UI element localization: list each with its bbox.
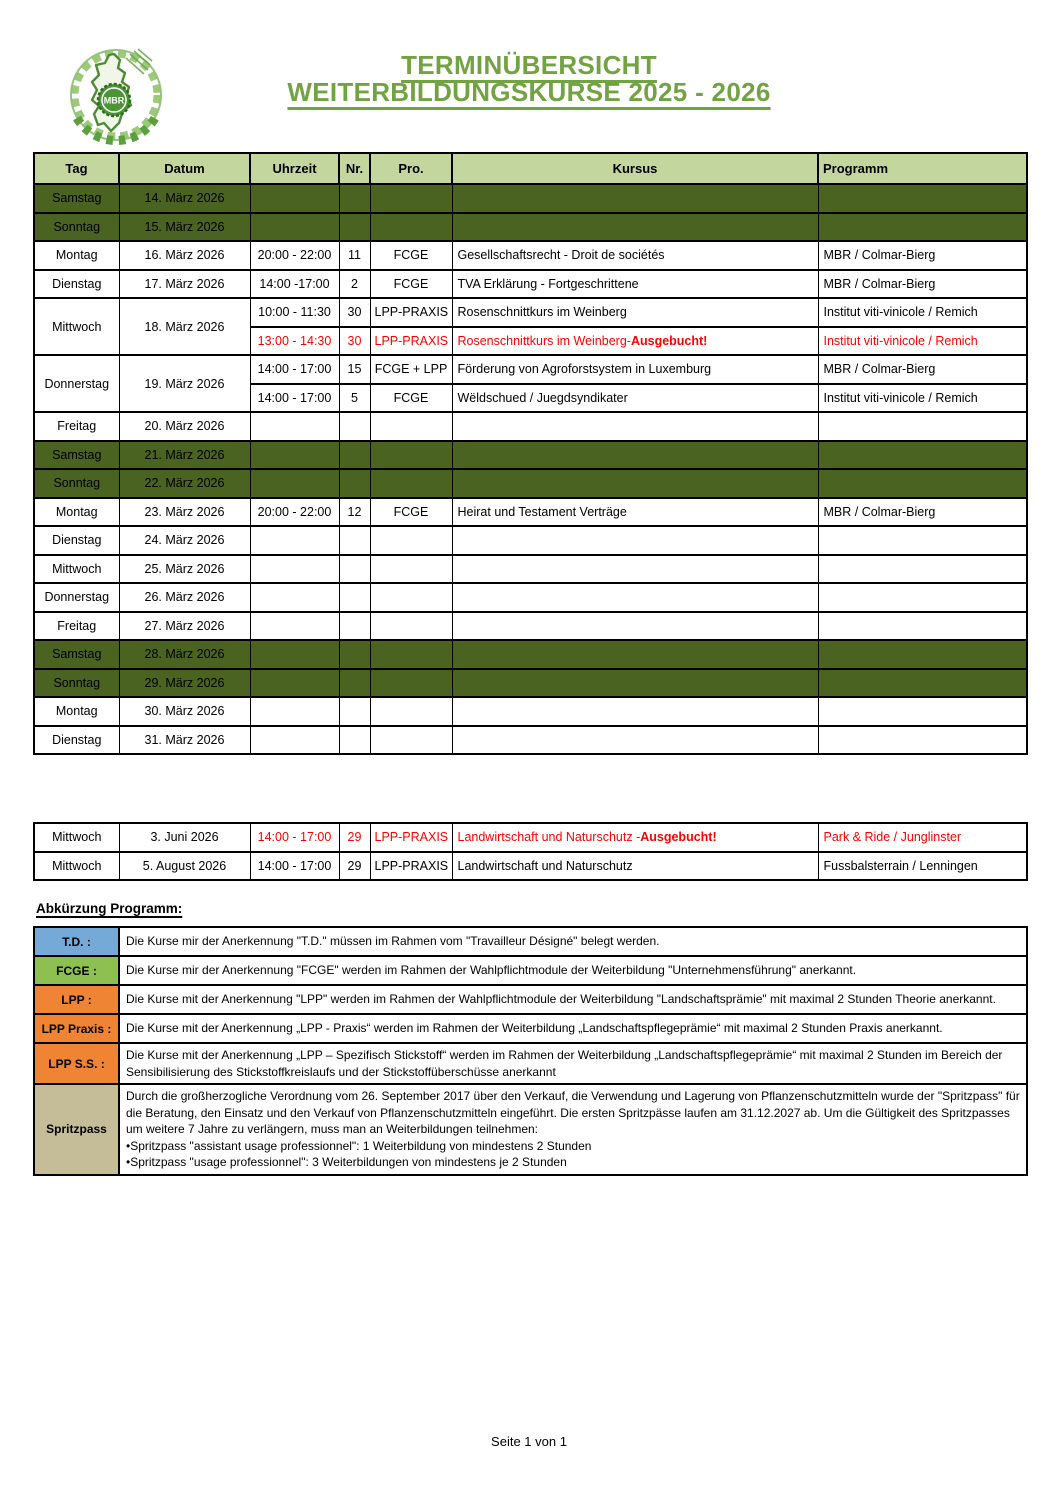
date-cell: 16. März 2026 [119, 241, 250, 270]
legend-label: LPP S.S. : [34, 1043, 119, 1084]
date-cell: 22. März 2026 [119, 469, 250, 498]
legend-description [119, 985, 1027, 1014]
pro-cell: FCGE [370, 498, 452, 527]
day-cell: Sonntag [34, 469, 119, 498]
time-cell: 14:00 -17:00 [250, 270, 339, 299]
pro-cell [370, 726, 452, 755]
time-cell: 20:00 - 22:00 [250, 241, 339, 270]
date-cell: 28. März 2026 [119, 640, 250, 669]
kursus-cell: Förderung von Agroforstsystem in Luxemburg [452, 355, 818, 384]
day-cell: Montag [34, 241, 119, 270]
nr-cell [339, 526, 370, 555]
schedule-header-row [34, 153, 1027, 184]
title-line-2: WEITERBILDUNGSKURSE 2025 - 2026 [287, 77, 771, 107]
programm-cell [818, 526, 1027, 555]
date-cell: 14. März 2026 [119, 184, 250, 213]
schedule-row [34, 241, 1027, 270]
legend-row [34, 1084, 1027, 1175]
legend-description-line: Die Kurse mir der Anerkennung "FCGE" werden im Rahmen der Wahlpflichtmodule der Weiterbildung "Unternehmensführung" anerkannt. [126, 963, 857, 978]
pro-cell [370, 669, 452, 698]
legend-row [34, 956, 1027, 985]
date-cell: 19. März 2026 [119, 355, 250, 412]
programm-cell [818, 184, 1027, 213]
programm-cell [818, 441, 1027, 470]
schedule-row [34, 823, 1027, 852]
kursus-cell: Gesellschaftsrecht - Droit de sociétés [452, 241, 818, 270]
pro-cell [370, 555, 452, 584]
col-header-nr: Nr. [339, 153, 370, 184]
pro-cell [370, 612, 452, 641]
time-cell [250, 612, 339, 641]
date-cell: 21. März 2026 [119, 441, 250, 470]
schedule-row [34, 412, 1027, 441]
day-cell: Donnerstag [34, 355, 119, 412]
nr-cell: 12 [339, 498, 370, 527]
legend-description-line: Die Kurse mit der Anerkennung "LPP" werden im Rahmen der Wahlpflichtmodule der Weiterbildung "Landschaftsprämie" mit maximal 2 Stunden Theorie anerkannt. [126, 992, 996, 1007]
nr-cell [339, 184, 370, 213]
legend-label: LPP Praxis : [34, 1014, 119, 1043]
programm-cell [818, 213, 1027, 242]
legend-description-line: Die Kurse mit der Anerkennung „LPP - Praxis“ werden im Rahmen der Weiterbildung „Landschaftspflegeprämie“ mit maximal 2 Stunden Praxis anerkannt. [126, 1021, 943, 1036]
date-cell: 30. März 2026 [119, 697, 250, 726]
legend-row [34, 1043, 1027, 1084]
pro-cell [370, 469, 452, 498]
programm-cell: Park & Ride / Junglinster [818, 823, 1027, 852]
time-cell [250, 526, 339, 555]
col-header-uhrzeit: Uhrzeit [250, 153, 339, 184]
nr-cell: 29 [339, 823, 370, 852]
day-cell: Dienstag [34, 270, 119, 299]
date-cell: 20. März 2026 [119, 412, 250, 441]
programm-cell: Fussbalsterrain / Lenningen [818, 852, 1027, 881]
programm-cell: Institut viti-vinicole / Remich [818, 384, 1027, 413]
pro-cell [370, 526, 452, 555]
kursus-cell [452, 213, 818, 242]
time-cell: 14:00 - 17:00 [250, 823, 339, 852]
time-cell [250, 669, 339, 698]
nr-cell: 11 [339, 241, 370, 270]
time-cell [250, 640, 339, 669]
day-cell: Sonntag [34, 669, 119, 698]
legend-heading: Abkürzung Programm: [36, 901, 183, 916]
date-cell: 26. März 2026 [119, 583, 250, 612]
legend-description [119, 1084, 1027, 1175]
date-cell: 18. März 2026 [119, 298, 250, 355]
nr-cell [339, 469, 370, 498]
nr-cell: 2 [339, 270, 370, 299]
date-cell: 17. März 2026 [119, 270, 250, 299]
kursus-cell [452, 526, 818, 555]
pro-cell: FCGE + LPP [370, 355, 452, 384]
programm-cell: MBR / Colmar-Bierg [818, 241, 1027, 270]
legend-label: Spritzpass [34, 1084, 119, 1175]
kursus-cell [452, 412, 818, 441]
date-cell: 25. März 2026 [119, 555, 250, 584]
nr-cell [339, 726, 370, 755]
nr-cell [339, 213, 370, 242]
legend-description-line: Die Kurse mir der Anerkennung "T.D." müssen im Rahmen vom "Travailleur Désigné" belegt werden. [126, 934, 660, 949]
legend-description-line: Die Kurse mit der Anerkennung „LPP – Spezifisch Stickstoff“ werden im Rahmen der Weiterbildung „Landschaftspflegeprämie“ mit maximal 2 Stunden im Bereich der Sensibilisierung des Stickstoffkreislaufs und der Stickstoffüberschüsse anerkannt [126, 1048, 1003, 1079]
time-cell: 13:00 - 14:30 [250, 327, 339, 356]
day-cell: Dienstag [34, 726, 119, 755]
pro-cell [370, 640, 452, 669]
day-cell: Mittwoch [34, 298, 119, 355]
pro-cell: LPP-PRAXIS [370, 823, 452, 852]
time-cell: 10:00 - 11:30 [250, 298, 339, 327]
pro-cell: LPP-PRAXIS [370, 298, 452, 327]
pro-cell: FCGE [370, 384, 452, 413]
nr-cell [339, 412, 370, 441]
pro-cell [370, 583, 452, 612]
day-cell: Sonntag [34, 213, 119, 242]
time-cell [250, 726, 339, 755]
legend-label: T.D. : [34, 927, 119, 956]
date-cell: 23. März 2026 [119, 498, 250, 527]
kursus-cell [452, 612, 818, 641]
legend-description-line: •Spritzpass "assistant usage professionnel": 1 Weiterbildung von mindestens 2 Stunden [126, 1138, 592, 1153]
schedule-row [34, 213, 1027, 242]
pro-cell [370, 697, 452, 726]
time-cell: 14:00 - 17:00 [250, 384, 339, 413]
nr-cell [339, 583, 370, 612]
legend-label: FCGE : [34, 956, 119, 985]
time-cell: 14:00 - 17:00 [250, 355, 339, 384]
kursus-cell: Rosenschnittkurs im Weinberg-Ausgebucht! [452, 327, 818, 356]
page-title [0, 52, 1058, 106]
kursus-cell [452, 555, 818, 584]
time-cell [250, 441, 339, 470]
page-number: Seite 1 von 1 [491, 1434, 567, 1449]
day-cell: Freitag [34, 612, 119, 641]
schedule-row [34, 583, 1027, 612]
programm-cell [818, 469, 1027, 498]
col-header-datum: Datum [119, 153, 250, 184]
legend-table [33, 926, 1028, 1176]
kursus-cell [452, 640, 818, 669]
schedule-row [34, 441, 1027, 470]
nr-cell [339, 555, 370, 584]
schedule-table-march [33, 152, 1028, 755]
date-cell: 3. Juni 2026 [119, 823, 250, 852]
pro-cell [370, 213, 452, 242]
legend-row [34, 927, 1027, 956]
day-cell: Mittwoch [34, 555, 119, 584]
programm-cell [818, 726, 1027, 755]
kursus-cell [452, 441, 818, 470]
logo-mbr-text: MBR [103, 95, 125, 106]
schedule-row [34, 184, 1027, 213]
legend-row [34, 1014, 1027, 1043]
time-cell [250, 583, 339, 612]
programm-cell [818, 612, 1027, 641]
time-cell [250, 184, 339, 213]
schedule-row [34, 355, 1027, 384]
nr-cell: 15 [339, 355, 370, 384]
programm-cell [818, 640, 1027, 669]
legend-description-line: Durch die großherzogliche Verordnung vom 26. September 2017 über den Verkauf, die Verwendung und Lagerung von Pflanzenschutzmitteln wurde der "Spritzpass" für die Beratung, den Einsatz und den Verkauf von Pflanzenschutzmitteln eingeführt. Die ersten Spritzpässe laufen am 31.12.2027 ab. Um die Gültigkeit des Spritzpasses um weitere 7 Jahre zu verlängern, muss man an Weiterbildungen teilnehmen: [126, 1089, 1020, 1137]
title-line-1: TERMINÜBERSICHT [401, 50, 657, 80]
time-cell [250, 469, 339, 498]
pro-cell [370, 412, 452, 441]
schedule-row [34, 526, 1027, 555]
date-cell: 5. August 2026 [119, 852, 250, 881]
nr-cell: 5 [339, 384, 370, 413]
day-cell: Dienstag [34, 526, 119, 555]
programm-cell [818, 412, 1027, 441]
programm-cell: MBR / Colmar-Bierg [818, 270, 1027, 299]
schedule-row [34, 669, 1027, 698]
nr-cell: 30 [339, 298, 370, 327]
legend-label: LPP : [34, 985, 119, 1014]
day-cell: Freitag [34, 412, 119, 441]
day-cell: Donnerstag [34, 583, 119, 612]
day-cell: Samstag [34, 184, 119, 213]
pro-cell: FCGE [370, 241, 452, 270]
programm-cell [818, 583, 1027, 612]
time-cell [250, 555, 339, 584]
col-header-kursus: Kursus [452, 153, 818, 184]
kursus-cell: Rosenschnittkurs im Weinberg [452, 298, 818, 327]
kursus-cell: TVA Erklärung - Fortgeschrittene [452, 270, 818, 299]
legend-description [119, 956, 1027, 985]
legend-description [119, 1043, 1027, 1084]
nr-cell [339, 441, 370, 470]
nr-cell [339, 612, 370, 641]
pro-cell: LPP-PRAXIS [370, 852, 452, 881]
pro-cell: FCGE [370, 270, 452, 299]
col-header-programm: Programm [818, 153, 1027, 184]
legend-description-line: •Spritzpass "usage professionnel": 3 Weiterbildungen von mindestens je 2 Stunden [126, 1155, 567, 1170]
schedule-row [34, 612, 1027, 641]
pro-cell: LPP-PRAXIS [370, 327, 452, 356]
nr-cell: 30 [339, 327, 370, 356]
programm-cell [818, 555, 1027, 584]
day-cell: Montag [34, 498, 119, 527]
day-cell: Mittwoch [34, 852, 119, 881]
schedule-row [34, 555, 1027, 584]
legend-row [34, 985, 1027, 1014]
nr-cell [339, 640, 370, 669]
time-cell [250, 697, 339, 726]
pro-cell [370, 184, 452, 213]
kursus-cell [452, 469, 818, 498]
programm-cell: Institut viti-vinicole / Remich [818, 298, 1027, 327]
date-cell: 29. März 2026 [119, 669, 250, 698]
programm-cell: MBR / Colmar-Bierg [818, 355, 1027, 384]
schedule-row [34, 270, 1027, 299]
col-header-tag: Tag [34, 153, 119, 184]
kursus-cell [452, 726, 818, 755]
schedule-row [34, 697, 1027, 726]
date-cell: 15. März 2026 [119, 213, 250, 242]
kursus-cell [452, 184, 818, 213]
date-cell: 31. März 2026 [119, 726, 250, 755]
schedule-table-extra [33, 822, 1028, 881]
day-cell: Mittwoch [34, 823, 119, 852]
kursus-cell [452, 697, 818, 726]
kursus-cell: Landwirtschaft und Naturschutz -Ausgebucht! [452, 823, 818, 852]
legend-description [119, 1014, 1027, 1043]
nr-cell: 29 [339, 852, 370, 881]
day-cell: Samstag [34, 441, 119, 470]
programm-cell: Institut viti-vinicole / Remich [818, 327, 1027, 356]
legend-description [119, 927, 1027, 956]
kursus-cell: Landwirtschaft und Naturschutz [452, 852, 818, 881]
pro-cell [370, 441, 452, 470]
schedule-row [34, 640, 1027, 669]
day-cell: Montag [34, 697, 119, 726]
schedule-row [34, 852, 1027, 881]
schedule-row [34, 469, 1027, 498]
schedule-row [34, 298, 1027, 327]
kursus-cell [452, 669, 818, 698]
time-cell [250, 412, 339, 441]
time-cell: 20:00 - 22:00 [250, 498, 339, 527]
kursus-cell: Wëldschued / Juegdsyndikater [452, 384, 818, 413]
schedule-row [34, 726, 1027, 755]
nr-cell [339, 669, 370, 698]
nr-cell [339, 697, 370, 726]
programm-cell [818, 669, 1027, 698]
date-cell: 24. März 2026 [119, 526, 250, 555]
kursus-cell [452, 583, 818, 612]
schedule-row [34, 498, 1027, 527]
date-cell: 27. März 2026 [119, 612, 250, 641]
time-cell [250, 213, 339, 242]
programm-cell: MBR / Colmar-Bierg [818, 498, 1027, 527]
programm-cell [818, 697, 1027, 726]
day-cell: Samstag [34, 640, 119, 669]
time-cell: 14:00 - 17:00 [250, 852, 339, 881]
kursus-cell: Heirat und Testament Verträge [452, 498, 818, 527]
col-header-pro: Pro. [370, 153, 452, 184]
